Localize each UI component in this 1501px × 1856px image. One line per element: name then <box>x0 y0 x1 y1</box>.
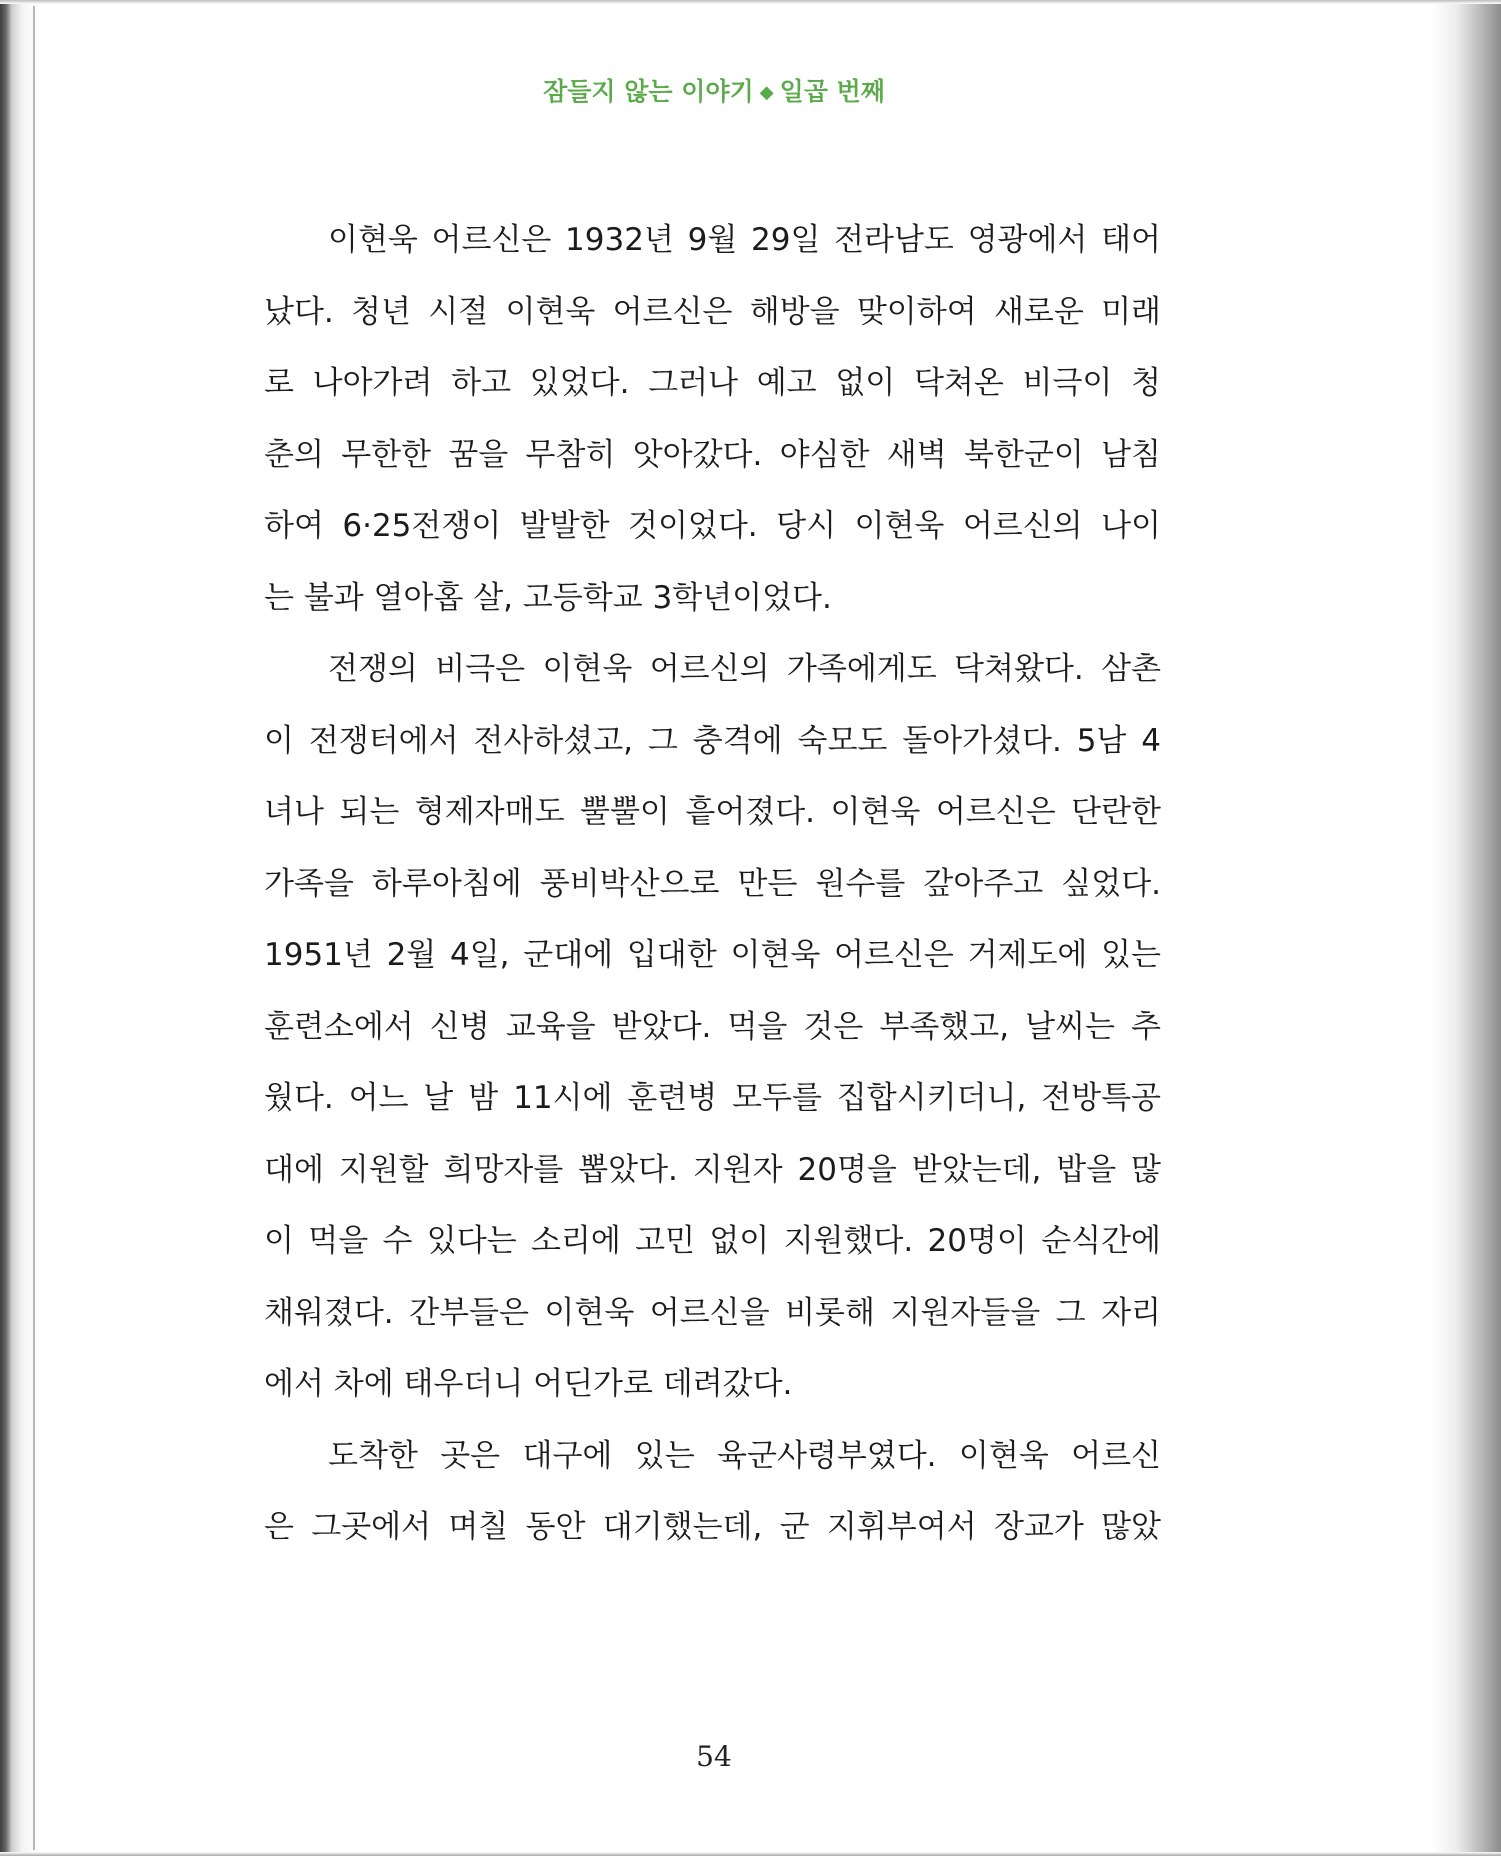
text-line: 은 그곳에서 며칠 동안 대기했는데, 군 지휘부여서 장교가 많았 <box>264 1509 1161 1545</box>
text-line: 전쟁의 비극은 이현욱 어르신의 가족에게도 닥쳐왔다. 삼촌 <box>328 651 1161 687</box>
text-line: 도착한 곳은 대구에 있는 육군사령부였다. 이현욱 어르신 <box>328 1437 1161 1474</box>
page-edge-line <box>33 6 35 1850</box>
top-page-edge <box>0 0 1501 4</box>
text-line: 녀나 되는 형제자매도 뿔뿔이 흩어졌다. 이현욱 어르신은 단란한 <box>264 794 1161 830</box>
text-line: 1951년 2월 4일, 군대에 입대한 이현욱 어르신은 거제도에 있는 <box>264 937 1161 973</box>
diamond-separator-icon: ◆ <box>759 82 774 103</box>
page-number: 54 <box>696 1740 732 1773</box>
chapter-label: 일곱 번째 <box>779 77 885 106</box>
text-line: 하여 6·25전쟁이 발발한 것이었다. 당시 이현욱 어르신의 나이 <box>264 508 1161 544</box>
running-header <box>0 72 1428 108</box>
text-line: 훈련소에서 신병 교육을 받았다. 먹을 것은 부족했고, 날씨는 추 <box>264 1008 1161 1045</box>
text-line: 이 전쟁터에서 전사하셨고, 그 충격에 숙모도 돌아가셨다. 5남 4 <box>264 722 1161 759</box>
text-line: 는 불과 열아홉 살, 고등학교 3학년이었다. <box>264 579 832 616</box>
text-line: 웠다. 어느 날 밤 11시에 훈련병 모두를 집합시키더니, 전방특공 <box>264 1080 1161 1116</box>
text-line: 가족을 하루아침에 풍비박산으로 만든 원수를 갚아주고 싶었다. <box>264 865 1161 902</box>
text-line: 에서 차에 태우더니 어딘가로 데려갔다. <box>264 1366 793 1402</box>
bottom-page-edge <box>0 1852 1501 1856</box>
text-line: 났다. 청년 시절 이현욱 어르신은 해방을 맞이하여 새로운 미래 <box>264 293 1161 330</box>
text-line: 채워졌다. 간부들은 이현욱 어르신을 비롯해 지원자들을 그 자리 <box>264 1294 1161 1331</box>
text-line: 대에 지원할 희망자를 뽑았다. 지원자 20명을 받았는데, 밥을 많 <box>264 1151 1161 1188</box>
text-line: 로 나아가려 하고 있었다. 그러나 예고 없이 닥쳐온 비극이 청 <box>264 365 1161 401</box>
text-line: 이 먹을 수 있다는 소리에 고민 없이 지원했다. 20명이 순식간에 <box>264 1223 1161 1259</box>
body-text <box>264 205 1161 1564</box>
text-line: 춘의 무한한 꿈을 무참히 앗아갔다. 야심한 새벽 북한군이 남침 <box>264 436 1161 473</box>
page-curl-shadow <box>1431 0 1501 1856</box>
text-line: 이현욱 어르신은 1932년 9월 29일 전라남도 영광에서 태어 <box>328 222 1161 258</box>
book-title: 잠들지 않는 이야기 <box>543 77 754 106</box>
